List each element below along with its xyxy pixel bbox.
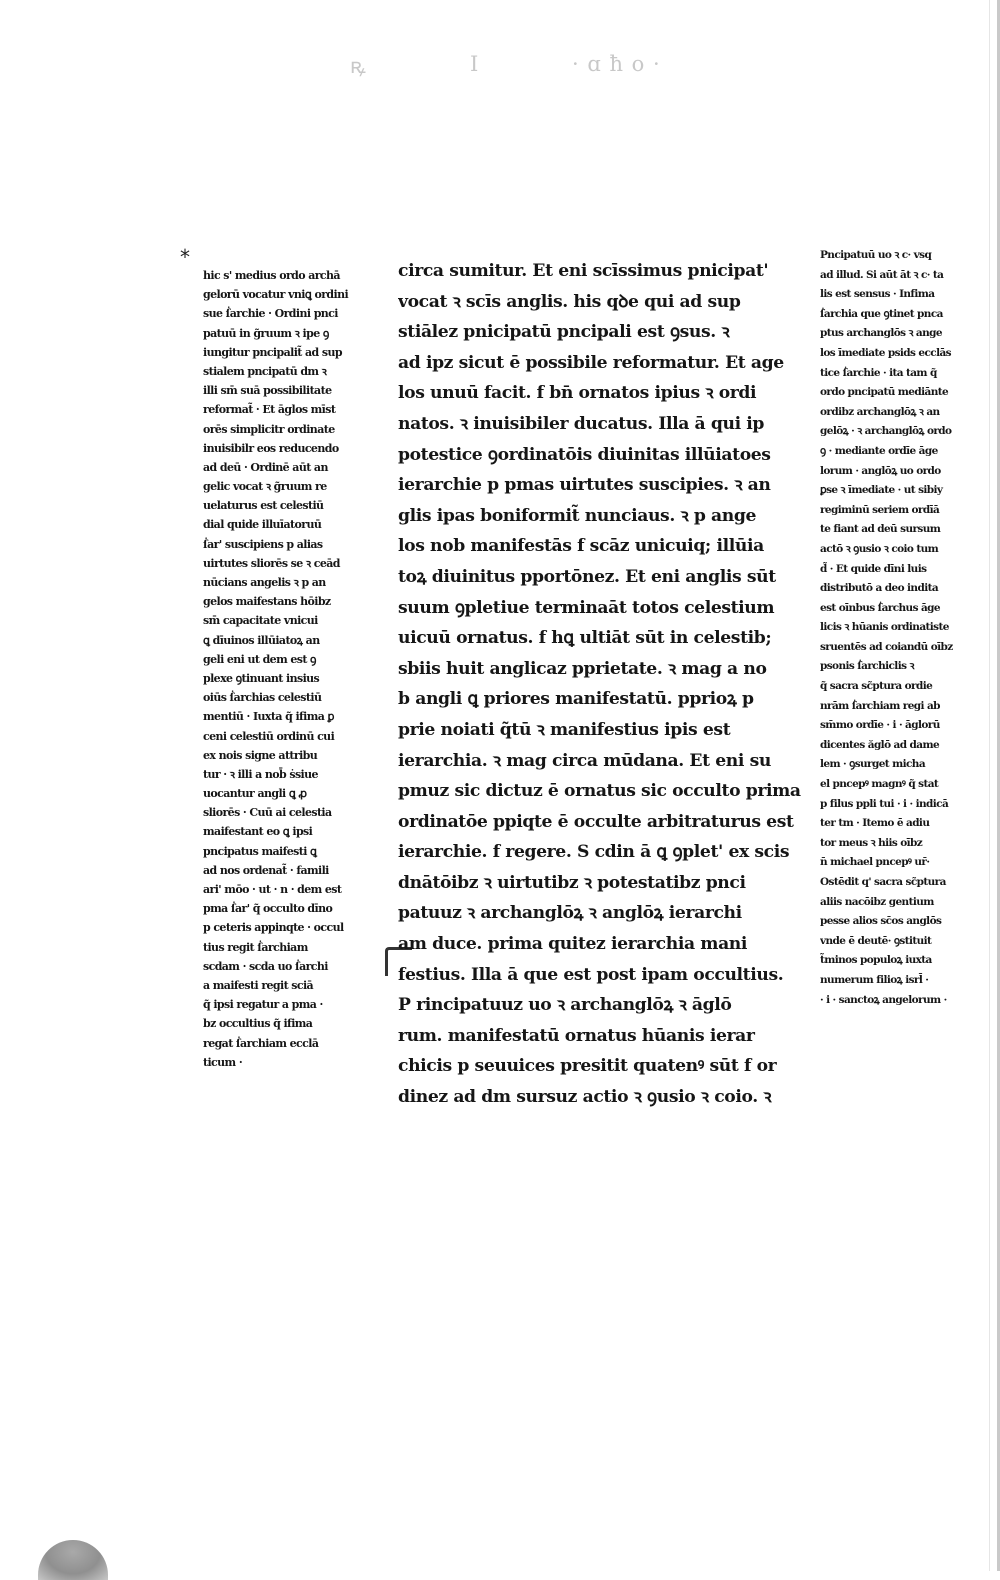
left-gloss-line: q̃ ipsi regatur a pma · xyxy=(203,998,323,1012)
main-text-line: circa sumitur. Et eni scīssimus pnicipat' xyxy=(398,261,769,281)
left-gloss-line: plexe ꝯtinuant insius xyxy=(203,671,320,685)
main-text-line: chicis p seuuices presitit quatenꝰ sūt f or xyxy=(398,1056,777,1077)
main-text-line: b angli ꝗ priores manifestatū. pprioꝝ p xyxy=(398,689,754,710)
left-gloss-line: ceni celestiū ordinū cui xyxy=(203,729,335,743)
left-gloss-line: p ceteris appinqte · occul xyxy=(203,921,344,935)
right-gloss-line: gelōꝝ · ꝛ archanglōꝝ ordo xyxy=(820,425,952,438)
right-gloss-line: n̄ michael pncepꝰ ur̄· xyxy=(820,856,930,869)
right-gloss-line: psonis ẛarchiclis ꝛ xyxy=(820,660,914,673)
main-text-line: ad ipz sicut ē possibile reformatur. Et age xyxy=(398,352,784,373)
right-gloss-line: ptus archanglōs ꝛ ange xyxy=(820,327,942,340)
right-gloss-line: ter tm · Itemo ē adiu xyxy=(820,817,930,830)
right-gloss-line: te fiant ad deū sursum xyxy=(820,523,941,536)
main-text-line: sbiis huit anglicaz pprietate. ꝛ mag a no xyxy=(398,658,767,679)
main-text-column xyxy=(398,256,818,1113)
left-gloss-line: ticum · xyxy=(203,1055,243,1069)
main-text-line: ierarchie. f regere. S cdin ā ꝗ ꝯplet' ex scis xyxy=(398,842,790,863)
main-text-line: dinez ad dm sursuz actio ꝛ ꝯusio ꝛ coio. ꝛ xyxy=(398,1087,772,1108)
left-gloss-line: mentiū · Iuxta q̃ ifima ꝑ xyxy=(203,710,334,724)
right-gloss-line: ad illud. Si aūt āt ꝛ c· ta xyxy=(820,268,944,281)
right-gloss-line: lem · ꝯsurget micha xyxy=(820,758,926,771)
right-gloss-line: sruentēs ad coiandū oībz xyxy=(820,640,953,653)
left-gloss-line: a maifesti regit sciā xyxy=(203,978,314,992)
right-gloss-line: ordo pncipatū mediānte xyxy=(820,386,949,399)
right-gloss-line: actō ꝛ ꝯusio ꝛ coio tum xyxy=(820,542,939,555)
right-gloss-line: dicentes ăglō ad dame xyxy=(820,738,940,751)
right-gloss-line: · i · sanctoꝝ angelorum · xyxy=(820,993,947,1006)
page-edge-line xyxy=(989,0,990,1571)
left-gloss-line: gelic vocat ꝛ g̃ruum re xyxy=(203,480,327,494)
right-gloss-line: est oīnbus ẛarchus āge xyxy=(820,601,940,614)
right-gloss-line: d̃ · Et quide dīni luis xyxy=(820,562,927,575)
left-gloss-line: ari' mōo · ut · n · dem est xyxy=(203,883,342,896)
left-gloss-line: uelaturus est celestiū xyxy=(203,499,324,513)
marginal-asterisk-mark: * xyxy=(180,245,190,269)
left-gloss-line: pncipatus maifesti ꝗ xyxy=(203,844,317,858)
left-gloss-line: ẛar' suscipiens p alias xyxy=(203,537,323,551)
right-gloss-line: ẛarchia que ꝯtinet pnca xyxy=(820,307,943,320)
left-gloss-line: reformat̃ · Et āglos mīst xyxy=(203,403,336,417)
left-gloss-line: ad deū · Ordinē aūt an xyxy=(203,460,328,474)
left-gloss-line: inuisibilr eos reducendo xyxy=(203,441,339,455)
left-gloss-line: maifestant eo ꝗ ipsi xyxy=(203,825,313,839)
running-header xyxy=(350,52,690,82)
left-gloss-line: nūcians angelis ꝛ p an xyxy=(203,576,326,589)
main-text-line: glis ipas boniformit̃ nunciaus. ꝛ p ange xyxy=(398,505,757,526)
header-part-1: ꝶ xyxy=(350,54,367,78)
right-gloss-line: q̃ sacra sc̃ptura ordie xyxy=(820,680,933,693)
main-text-line: stiālez pnicipatū pncipali est ꝯsus. ꝛ xyxy=(398,322,730,343)
right-gloss-line: ordibz archanglōꝝ ꝛ an xyxy=(820,405,940,418)
scanner-thumb-shadow xyxy=(38,1540,108,1580)
left-gloss-line: patuū in g̃ruum ꝛ ipe ꝯ xyxy=(203,326,329,340)
left-gloss-line: ad nos ordenat̃ · famili xyxy=(203,863,329,877)
main-text-line: los nob manifestās f scāz unicuiq; illūia xyxy=(398,536,764,557)
main-text-line: natos. ꝛ inuisibiler ducatus. Illa ā qui ip xyxy=(398,413,765,434)
header-part-2: I xyxy=(470,52,480,76)
main-text-line: los unuū facit. f bn̄ ornatos ipius ꝛ ordi xyxy=(398,383,757,404)
left-gloss-line: hic s' medius ordo archā xyxy=(203,269,340,282)
right-gloss-line: p filus ppli tui · i · indicā xyxy=(820,797,949,810)
right-gloss-line: licis ꝛ hūanis ordinatiste xyxy=(820,621,949,634)
left-gloss-line: gelorū vocatur vniꝗ ordini xyxy=(203,288,349,302)
main-text-line: rum. manifestatū ornatus hūanis ierar xyxy=(398,1025,755,1046)
main-text-line: potestice ꝯordinatōis diuinitas illūiatoes xyxy=(398,444,771,465)
left-gloss-line: orēs simplicitr ordinate xyxy=(203,422,335,436)
left-gloss-line: gelos maifestans hōibz xyxy=(203,595,331,609)
right-gloss-line: tice ẛarchie · ita tam q̃ xyxy=(820,366,937,379)
right-gloss-line: nrām ẛarchiam regi ab xyxy=(820,699,940,712)
main-text-line: toꝝ diuinitus pportōnez. Et eni anglis sūt xyxy=(398,566,776,587)
right-gloss-line: Pncipatuū uo ꝛ c· vsq xyxy=(820,249,932,261)
right-gloss-line: aliis nacōibz gentium xyxy=(820,895,934,908)
right-gloss-line: sm̄mo ordīe · i · āglorū xyxy=(820,719,940,732)
main-text-line: P rincipatuuz uo ꝛ archanglōꝝ ꝛ āglō xyxy=(398,995,732,1016)
right-gloss-line: ꝑse ꝛ īmediate · ut sibiy xyxy=(820,484,943,497)
left-gloss-column xyxy=(203,266,373,1072)
main-text-line: am duce. prima quitez ierarchia mani xyxy=(398,934,748,955)
header-part-3: · ɑ ħ o · xyxy=(572,52,661,76)
left-gloss-line: tur · ꝛ illi a nob̄ ṡsiue xyxy=(203,767,318,781)
left-gloss-line: sue ẛarchie · Ordini pnci xyxy=(203,307,338,321)
left-gloss-line: illi sm̄ suā possibilitate xyxy=(203,384,332,398)
left-gloss-line: stialem pncipatū dm ꝛ xyxy=(203,364,327,378)
right-gloss-line: numerum filioꝝ isrl̄ · xyxy=(820,973,929,986)
right-gloss-line: los īmediate psids ecclās xyxy=(820,346,951,359)
right-gloss-line: distributō a deo indita xyxy=(820,582,939,595)
left-gloss-line: scdam · scda uo ẛarchi xyxy=(203,959,328,973)
left-gloss-line: pma ẛar' q̃ occulto dīno xyxy=(203,902,333,916)
left-gloss-line: tius regit ẛarchiam xyxy=(203,940,308,954)
main-text-line: vocat ꝛ scīs anglis. his qꝺe qui ad sup xyxy=(398,291,741,312)
main-text-line: patuuz ꝛ archanglōꝝ ꝛ anglōꝝ ierarchi xyxy=(398,903,742,924)
right-gloss-line: ꝯ · mediante ordīe āge xyxy=(820,444,938,457)
right-gloss-column xyxy=(820,246,980,1010)
right-gloss-line: pesse alios sc̄os anglōs xyxy=(820,915,942,928)
left-gloss-line: oiūs ẛarchias celestiū xyxy=(203,691,322,705)
left-gloss-line: sliorēs · Cuū ai celestia xyxy=(203,806,332,820)
right-gloss-line: t̃minos populoꝝ iuxta xyxy=(820,954,932,967)
right-gloss-line: Ostēdit q' sacra sc̃ptura xyxy=(820,876,946,888)
main-text-line: ordinatōe ppiqte ē occulte arbitraturus est xyxy=(398,811,794,832)
main-text-line: ierarchia. ꝛ mag circa mūdana. Et eni su xyxy=(398,750,771,771)
left-gloss-line: bz occultius q̃ ifima xyxy=(203,1017,313,1031)
left-gloss-line: dial quide illuīatoruū xyxy=(203,518,322,532)
main-text-line: suum ꝯpletiue terminaāt totos celestium xyxy=(398,597,775,618)
main-text-line: ierarchie p pmas uirtutes suscipies. ꝛ an xyxy=(398,475,771,496)
right-gloss-line: el pncepꝰ magnꝰ q̃ stat xyxy=(820,778,939,791)
left-gloss-line: uirtutes sliorēs se ꝛ ceād xyxy=(203,556,340,570)
right-gloss-line: vnde ē deutē· ꝯstituit xyxy=(820,934,932,947)
left-gloss-line: geli eni ut dem est ꝯ xyxy=(203,652,316,666)
left-gloss-line: regat ẛarchiam ecclā xyxy=(203,1036,319,1050)
left-gloss-line: uocantur angli ꝗ ꝓ xyxy=(203,787,307,801)
main-text-line: festius. Illa ā que est post ipam occultius. xyxy=(398,964,784,985)
right-gloss-line: lorum · anglōꝝ uo ordo xyxy=(820,464,941,477)
main-text-line: dnātōibz ꝛ uirtutibz ꝛ potestatibz pnci xyxy=(398,872,746,893)
left-gloss-line: ꝗ dīuinos illūiatoꝝ an xyxy=(203,633,320,647)
left-gloss-line: iungitur pncipalit̃ ad sup xyxy=(203,345,342,359)
right-gloss-line: regiminū seriem ordīā xyxy=(820,503,940,516)
left-gloss-line: sm̄ capacitate vnicui xyxy=(203,614,318,628)
right-gloss-line: lis est sensus · Infima xyxy=(820,288,935,301)
main-text-line: pmuz sic dictuz ē ornatus sic occulto prima xyxy=(398,781,801,802)
main-text-line: uicuū ornatus. f hꝗ ultiāt sūt in celestib; xyxy=(398,628,772,649)
main-text-line: prie noiati q̃tū ꝛ manifestius ipis est xyxy=(398,719,731,740)
left-gloss-line: ex nois signe attribu xyxy=(203,748,318,762)
right-gloss-line: tor meus ꝛ hiis oībz xyxy=(820,836,923,849)
